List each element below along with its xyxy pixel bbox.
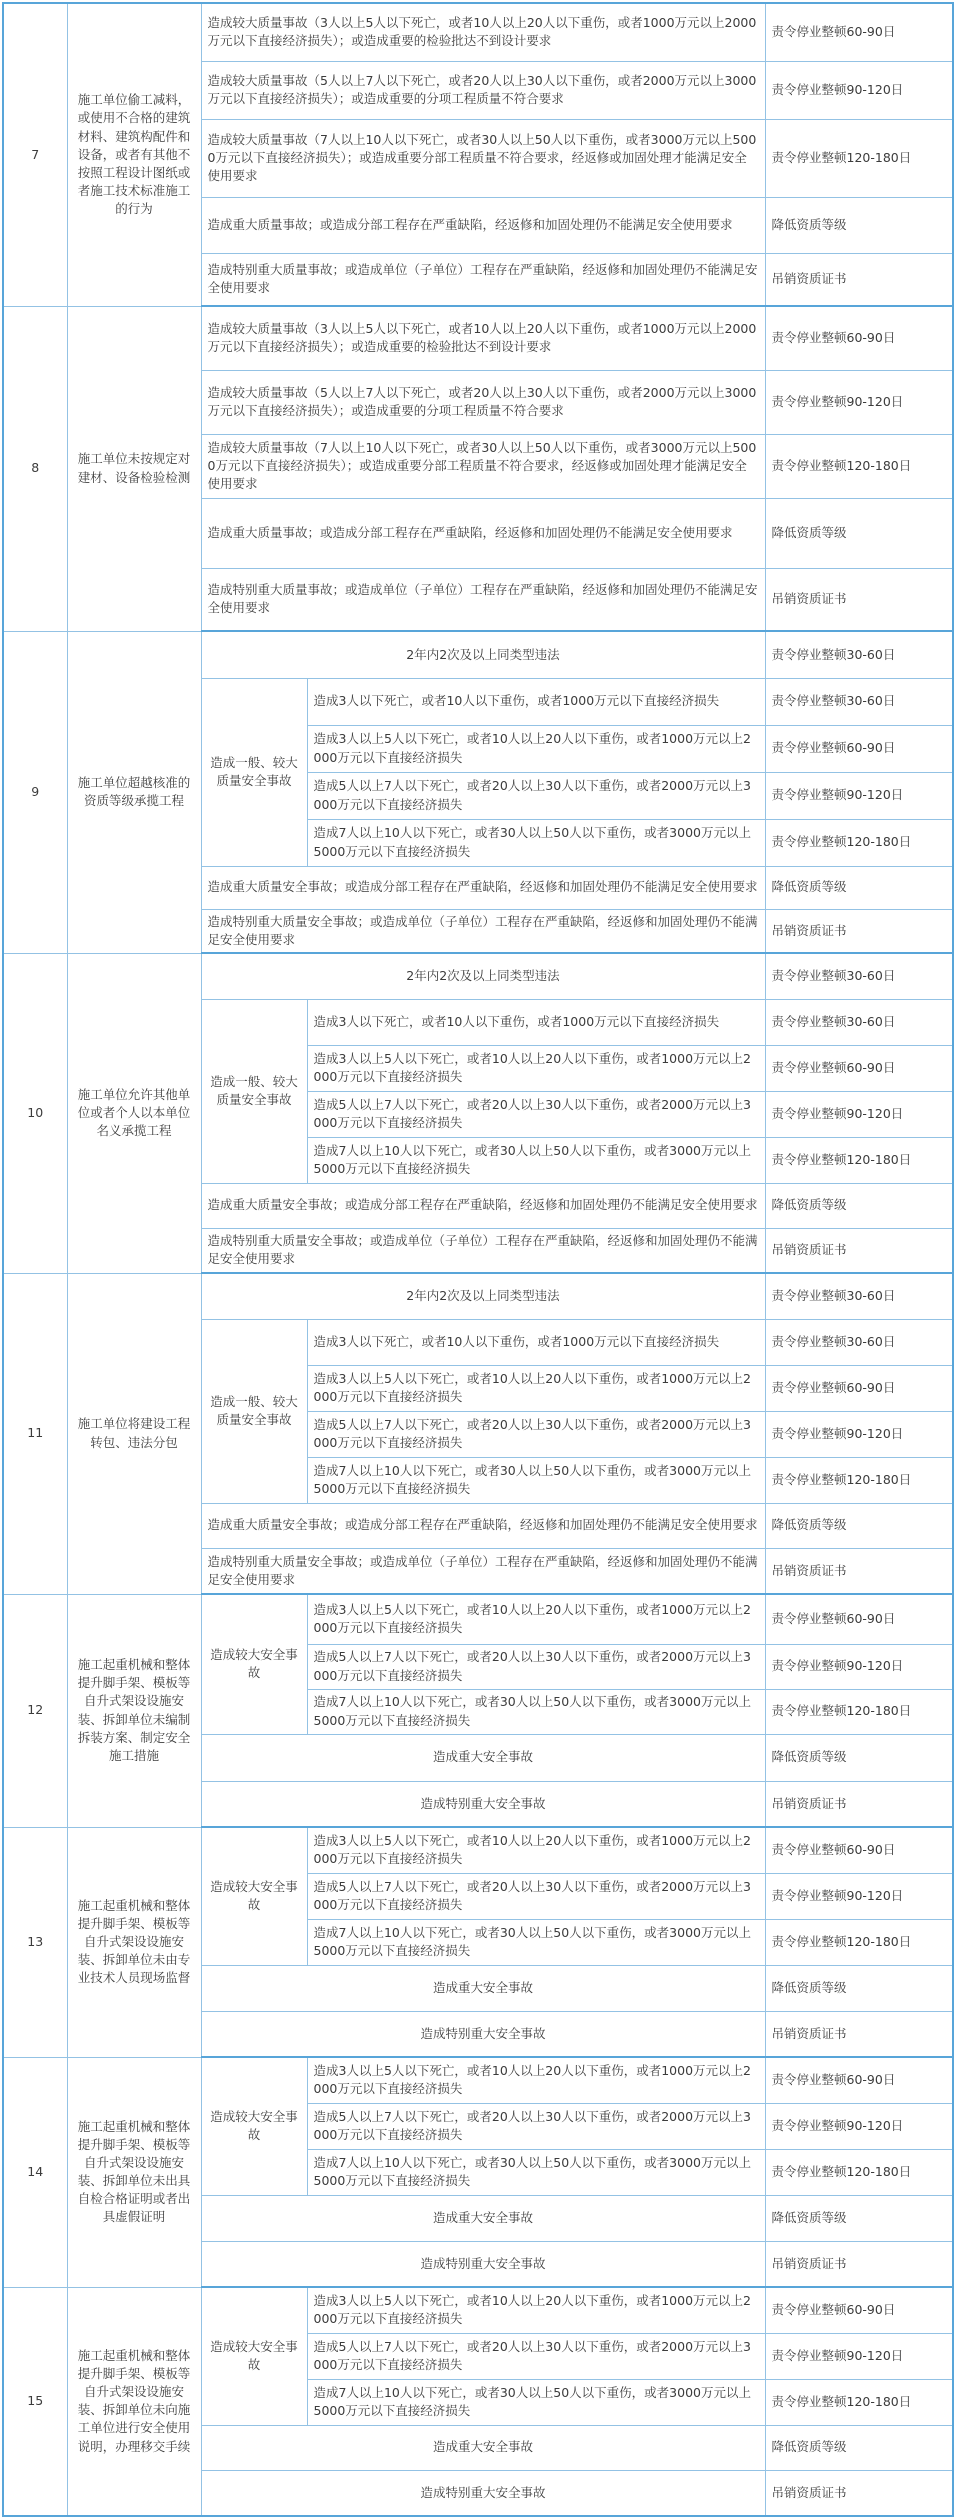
condition-text: 造成7人以上10人以下死亡，或者30人以上50人以下重伤，或者3000万元以上5000万元以下直接经济损失 [307,819,765,866]
condition-text: 造成3人以下死亡，或者10人以下重伤，或者1000万元以下直接经济损失 [307,678,765,725]
condition-text: 2年内2次及以上同类型违法 [201,1273,765,1319]
penalty-text: 降低资质等级 [765,498,953,568]
penalty-text: 责令停业整顿90-120日 [765,1091,953,1137]
accident-category-label: 造成较大安全事故 [201,2287,307,2425]
condition-text: 造成5人以上7人以下死亡，或者20人以上30人以下重伤，或者2000万元以上3000万元以下直接经济损失 [307,1644,765,1689]
table-row [3,1594,953,1644]
penalty-text: 责令停业整顿90-120日 [765,1644,953,1689]
condition-text: 造成3人以下死亡，或者10人以下重伤，或者1000万元以下直接经济损失 [307,999,765,1045]
condition-text: 造成3人以上5人以下死亡，或者10人以上20人以下重伤，或者1000万元以上2000万元以下直接经济损失 [307,2057,765,2103]
condition-text: 造成7人以上10人以下死亡，或者30人以上50人以下重伤，或者3000万元以上5000万元以下直接经济损失 [307,1919,765,1965]
penalty-text: 责令停业整顿60-90日 [765,725,953,772]
condition-text: 造成7人以上10人以下死亡，或者30人以上50人以下重伤，或者3000万元以上5000万元以下直接经济损失 [307,2149,765,2195]
condition-text: 造成较大质量事故（7人以上10人以下死亡，或者30人以上50人以下重伤，或者3000万元以上5000万元以下直接经济损失）；或造成重要分部工程质量不符合要求，经返修或加固处理才能满足安全使用要求 [201,119,765,197]
condition-text: 造成5人以上7人以下死亡，或者20人以上30人以下重伤，或者2000万元以上3000万元以下直接经济损失 [307,1873,765,1919]
penalty-text: 责令停业整顿90-120日 [765,61,953,119]
penalty-text: 责令停业整顿120-180日 [765,819,953,866]
condition-text: 造成重大质量安全事故；或造成分部工程存在严重缺陷，经返修和加固处理仍不能满足安全使用要求 [201,1183,765,1228]
row-number: 13 [3,1827,67,2057]
condition-text: 造成3人以上5人以下死亡，或者10人以上20人以下重伤，或者1000万元以上2000万元以下直接经济损失 [307,2287,765,2333]
penalty-text: 责令停业整顿60-90日 [765,1594,953,1644]
penalty-text: 责令停业整顿30-60日 [765,678,953,725]
penalty-text: 责令停业整顿60-90日 [765,2057,953,2103]
row-number: 10 [3,953,67,1273]
penalty-text: 吊销资质证书 [765,2011,953,2057]
violation-description: 施工单位超越核准的资质等级承揽工程 [67,631,201,953]
penalty-text: 责令停业整顿120-180日 [765,2149,953,2195]
condition-text: 造成5人以上7人以下死亡，或者20人以上30人以下重伤，或者2000万元以上3000万元以下直接经济损失 [307,772,765,819]
condition-text: 造成特别重大质量安全事故；或造成单位（子单位）工程存在严重缺陷，经返修和加固处理仍不能满足安全使用要求 [201,909,765,953]
penalty-text: 降低资质等级 [765,866,953,909]
penalty-text: 责令停业整顿60-90日 [765,306,953,370]
violation-description: 施工单位将建设工程转包、违法分包 [67,1273,201,1594]
table-row [3,1827,953,1873]
condition-text: 造成3人以上5人以下死亡，或者10人以上20人以下重伤，或者1000万元以上2000万元以下直接经济损失 [307,1365,765,1411]
condition-text: 造成5人以上7人以下死亡，或者20人以上30人以下重伤，或者2000万元以上3000万元以下直接经济损失 [307,2333,765,2379]
violation-description: 施工起重机械和整体提升脚手架、模板等自升式架设设施安装、拆卸单位未出具自检合格证明或者出具虚假证明 [67,2057,201,2287]
condition-text: 2年内2次及以上同类型违法 [201,631,765,678]
penalty-text: 降低资质等级 [765,1503,953,1548]
penalty-text: 吊销资质证书 [765,2241,953,2287]
violation-description: 施工单位偷工减料，或使用不合格的建筑材料、建筑构配件和设备，或者有其他不按照工程设计图纸或者施工技术标准施工的行为 [67,3,201,306]
condition-text: 造成3人以上5人以下死亡，或者10人以上20人以下重伤，或者1000万元以上2000万元以下直接经济损失 [307,1827,765,1873]
condition-text: 造成特别重大质量事故；或造成单位（子单位）工程存在严重缺陷，经返修和加固处理仍不能满足安全使用要求 [201,568,765,631]
penalty-text: 责令停业整顿90-120日 [765,1411,953,1457]
row-number: 11 [3,1273,67,1594]
penalty-text: 吊销资质证书 [765,1781,953,1827]
row-number: 8 [3,306,67,631]
condition-text: 造成7人以上10人以下死亡，或者30人以上50人以下重伤，或者3000万元以上5000万元以下直接经济损失 [307,1137,765,1183]
penalty-text: 责令停业整顿30-60日 [765,1273,953,1319]
penalty-text: 责令停业整顿90-120日 [765,370,953,434]
violation-description: 施工起重机械和整体提升脚手架、模板等自升式架设设施安装、拆卸单位未向施工单位进行安全使用说明，办理移交手续 [67,2287,201,2516]
penalty-text: 吊销资质证书 [765,909,953,953]
condition-text: 造成3人以上5人以下死亡，或者10人以上20人以下重伤，或者1000万元以上2000万元以下直接经济损失 [307,1045,765,1091]
condition-text: 造成重大质量安全事故；或造成分部工程存在严重缺陷，经返修和加固处理仍不能满足安全使用要求 [201,1503,765,1548]
penalty-text: 责令停业整顿120-180日 [765,1689,953,1734]
row-number: 14 [3,2057,67,2287]
accident-category-label: 造成一般、较大质量安全事故 [201,1319,307,1503]
penalty-text: 吊销资质证书 [765,1228,953,1273]
accident-category-label: 造成一般、较大质量安全事故 [201,999,307,1183]
table-row [3,631,953,678]
penalty-text: 责令停业整顿120-180日 [765,2379,953,2425]
table-row [3,953,953,999]
condition-text: 造成重大安全事故 [201,1965,765,2011]
penalty-text: 责令停业整顿120-180日 [765,1137,953,1183]
penalty-text: 责令停业整顿90-120日 [765,772,953,819]
table-row [3,306,953,370]
condition-text: 造成7人以上10人以下死亡，或者30人以上50人以下重伤，或者3000万元以上5000万元以下直接经济损失 [307,1457,765,1503]
penalty-text: 责令停业整顿60-90日 [765,1827,953,1873]
penalty-text: 责令停业整顿120-180日 [765,119,953,197]
condition-text: 造成3人以上5人以下死亡，或者10人以上20人以下重伤，或者1000万元以上2000万元以下直接经济损失 [307,725,765,772]
penalty-text: 责令停业整顿120-180日 [765,434,953,498]
penalty-text: 责令停业整顿30-60日 [765,1319,953,1365]
condition-text: 造成7人以上10人以下死亡，或者30人以上50人以下重伤，或者3000万元以上5000万元以下直接经济损失 [307,2379,765,2425]
penalty-text: 责令停业整顿30-60日 [765,953,953,999]
violation-description: 施工单位未按规定对建材、设备检验检测 [67,306,201,631]
condition-text: 2年内2次及以上同类型违法 [201,953,765,999]
page [0,2,954,2517]
penalty-text: 责令停业整顿30-60日 [765,999,953,1045]
table-row [3,1273,953,1319]
accident-category-label: 造成较大安全事故 [201,1827,307,1965]
condition-text: 造成特别重大质量安全事故；或造成单位（子单位）工程存在严重缺陷，经返修和加固处理仍不能满足安全使用要求 [201,1228,765,1273]
penalty-text: 责令停业整顿60-90日 [765,1045,953,1091]
row-number: 12 [3,1594,67,1827]
condition-text: 造成5人以上7人以下死亡，或者20人以上30人以下重伤，或者2000万元以上3000万元以下直接经济损失 [307,1091,765,1137]
accident-category-label: 造成较大安全事故 [201,1594,307,1734]
condition-text: 造成重大质量事故；或造成分部工程存在严重缺陷，经返修和加固处理仍不能满足安全使用要求 [201,498,765,568]
penalty-text: 吊销资质证书 [765,1548,953,1594]
condition-text: 造成较大质量事故（3人以上5人以下死亡，或者10人以上20人以下重伤，或者1000万元以上2000万元以下直接经济损失）；或造成重要的检验批达不到设计要求 [201,306,765,370]
violation-description: 施工起重机械和整体提升脚手架、模板等自升式架设设施安装、拆卸单位未编制拆装方案、制定安全施工措施 [67,1594,201,1827]
penalty-text: 吊销资质证书 [765,2470,953,2516]
penalty-text: 责令停业整顿60-90日 [765,2287,953,2333]
condition-text: 造成特别重大质量事故；或造成单位（子单位）工程存在严重缺陷，经返修和加固处理仍不能满足安全使用要求 [201,253,765,306]
violation-description: 施工起重机械和整体提升脚手架、模板等自升式架设设施安装、拆卸单位未由专业技术人员现场监督 [67,1827,201,2057]
condition-text: 造成较大质量事故（5人以上7人以下死亡，或者20人以上30人以下重伤，或者2000万元以上3000万元以下直接经济损失）；或造成重要的分项工程质量不符合要求 [201,61,765,119]
table-row [3,2287,953,2333]
table-row [3,3,953,61]
condition-text: 造成重大质量事故；或造成分部工程存在严重缺陷，经返修和加固处理仍不能满足安全使用要求 [201,197,765,253]
condition-text: 造成特别重大安全事故 [201,1781,765,1827]
condition-text: 造成重大安全事故 [201,2195,765,2241]
condition-text: 造成重大安全事故 [201,1734,765,1781]
penalty-table [2,2,954,2517]
penalty-text: 责令停业整顿120-180日 [765,1919,953,1965]
penalty-text: 降低资质等级 [765,197,953,253]
penalty-text: 降低资质等级 [765,2195,953,2241]
table-body [3,3,953,2516]
penalty-text: 责令停业整顿90-120日 [765,2103,953,2149]
condition-text: 造成重大质量安全事故；或造成分部工程存在严重缺陷，经返修和加固处理仍不能满足安全使用要求 [201,866,765,909]
condition-text: 造成重大安全事故 [201,2425,765,2470]
row-number: 15 [3,2287,67,2516]
accident-category-label: 造成较大安全事故 [201,2057,307,2195]
row-number: 9 [3,631,67,953]
condition-text: 造成5人以上7人以下死亡，或者20人以上30人以下重伤，或者2000万元以上3000万元以下直接经济损失 [307,1411,765,1457]
penalty-text: 吊销资质证书 [765,568,953,631]
condition-text: 造成3人以上5人以下死亡，或者10人以上20人以下重伤，或者1000万元以上2000万元以下直接经济损失 [307,1594,765,1644]
penalty-text: 降低资质等级 [765,1965,953,2011]
condition-text: 造成特别重大安全事故 [201,2011,765,2057]
condition-text: 造成3人以下死亡，或者10人以下重伤，或者1000万元以下直接经济损失 [307,1319,765,1365]
penalty-text: 降低资质等级 [765,2425,953,2470]
violation-description: 施工单位允许其他单位或者个人以本单位名义承揽工程 [67,953,201,1273]
condition-text: 造成7人以上10人以下死亡，或者30人以上50人以下重伤，或者3000万元以上5000万元以下直接经济损失 [307,1689,765,1734]
penalty-text: 责令停业整顿60-90日 [765,1365,953,1411]
penalty-text: 吊销资质证书 [765,253,953,306]
condition-text: 造成特别重大安全事故 [201,2470,765,2516]
condition-text: 造成特别重大安全事故 [201,2241,765,2287]
penalty-text: 责令停业整顿30-60日 [765,631,953,678]
table-row [3,2057,953,2103]
row-number: 7 [3,3,67,306]
penalty-text: 责令停业整顿90-120日 [765,2333,953,2379]
penalty-text: 降低资质等级 [765,1734,953,1781]
penalty-text: 降低资质等级 [765,1183,953,1228]
penalty-text: 责令停业整顿90-120日 [765,1873,953,1919]
condition-text: 造成特别重大质量安全事故；或造成单位（子单位）工程存在严重缺陷，经返修和加固处理仍不能满足安全使用要求 [201,1548,765,1594]
accident-category-label: 造成一般、较大质量安全事故 [201,678,307,866]
penalty-text: 责令停业整顿120-180日 [765,1457,953,1503]
condition-text: 造成5人以上7人以下死亡，或者20人以上30人以下重伤，或者2000万元以上3000万元以下直接经济损失 [307,2103,765,2149]
condition-text: 造成较大质量事故（5人以上7人以下死亡，或者20人以上30人以下重伤，或者2000万元以上3000万元以下直接经济损失）；或造成重要的分项工程质量不符合要求 [201,370,765,434]
condition-text: 造成较大质量事故（7人以上10人以下死亡，或者30人以上50人以下重伤，或者3000万元以上5000万元以下直接经济损失）；或造成重要分部工程质量不符合要求，经返修或加固处理才能满足安全使用要求 [201,434,765,498]
penalty-text: 责令停业整顿60-90日 [765,3,953,61]
condition-text: 造成较大质量事故（3人以上5人以下死亡，或者10人以上20人以下重伤，或者1000万元以上2000万元以下直接经济损失）；或造成重要的检验批达不到设计要求 [201,3,765,61]
